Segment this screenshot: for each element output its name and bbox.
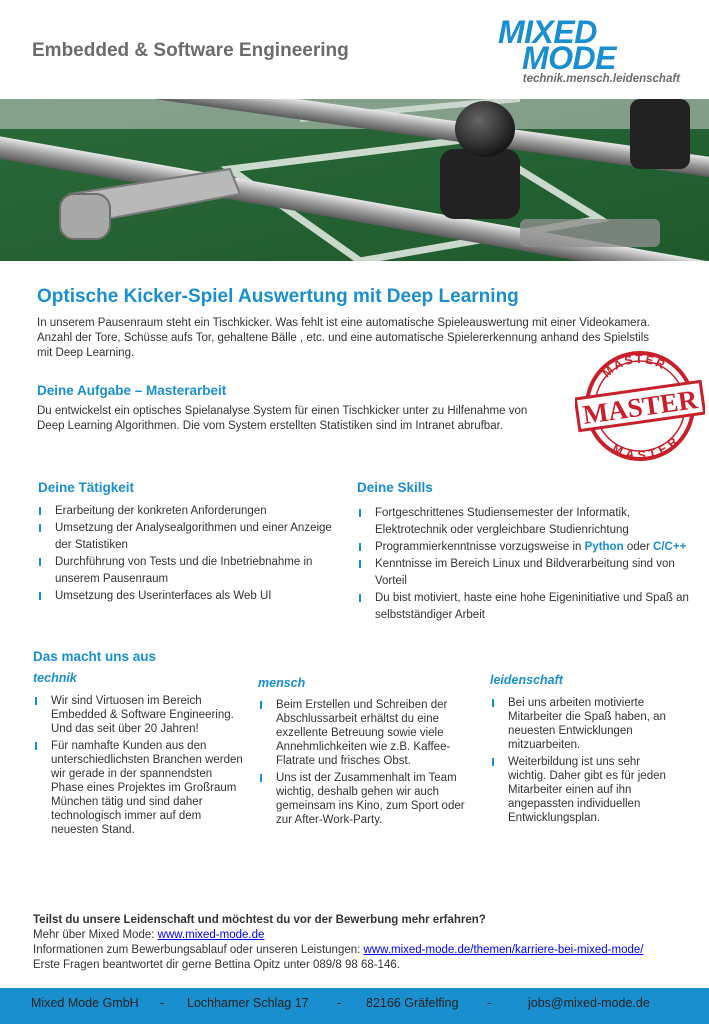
list-item: Kenntnisse im Bereich Linux und Bildverarbeitung sind von Vorteil <box>357 556 702 590</box>
skills-list <box>357 505 702 624</box>
footer-separator: - <box>160 996 165 1010</box>
logo-tagline: technik.mensch.leidenschaft <box>522 73 680 85</box>
intro-line: mit Deep Learning. <box>37 347 135 359</box>
footer-email[interactable]: jobs@mixed-mode.de <box>528 996 650 1010</box>
skill-cpp: C/C++ <box>653 541 687 553</box>
leidenschaft-list <box>490 696 680 828</box>
list-item: Für namhafte Kunden aus den unterschiedlichsten Branchen werden wir gerade in der spannendsten Phase eines Projektes im Großraum München tätig und sind daher technologisch immer auf dem neuesten Stand. <box>33 739 243 837</box>
list-item: Fortgeschrittenes Studiensemester der Informatik, Elektrotechnik oder vergleichbare Studienrichtung <box>357 505 702 539</box>
cta-more: Mehr über Mixed Mode: www.mixed-mode.de <box>33 929 265 941</box>
footer-bar <box>0 988 709 1024</box>
footer-separator: - <box>487 996 492 1010</box>
intro-line: Anzahl der Tore, Schüsse aufs Tor, gehaltene Bälle , etc. und eine automatische Spielererkennung anhand des Spielstils <box>37 332 650 344</box>
footer-separator: - <box>337 996 342 1010</box>
list-item: Weiterbildung ist uns sehr wichtig. Daher gibt es für jeden Mitarbeiter einen auf ihn angepassten individuellen Entwicklungsplan. <box>490 755 680 825</box>
aufgabe-line: Deep Learning Algorithmen. Die vom System erstellten Statistiken sind im Intranet abrufbar. <box>37 420 503 432</box>
master-seal <box>575 350 705 462</box>
logo-word-mixed: MIXED <box>498 14 597 50</box>
taetigkeit-heading: Deine Tätigkeit <box>38 480 135 495</box>
aufgabe-text <box>37 404 557 434</box>
list-item: Bei uns arbeiten motivierte Mitarbeiter die Spaß haben, an neuesten Entwicklungen mitzuarbeiten. <box>490 696 680 752</box>
aus-heading: Das macht uns aus <box>33 649 157 664</box>
list-item: Uns ist der Zusammenhalt im Team wichtig, deshalb gehen wir auch gemeinsam ins Kino, zum Sport oder zur After-Work-Party. <box>258 771 468 827</box>
footer-street: Lochhamer Schlag 17 <box>187 996 309 1010</box>
taetigkeit-list <box>37 503 337 605</box>
cta-contact: Erste Fragen beantwortet dir gerne Bettina Opitz unter 089/8 98 68-146. <box>33 959 400 971</box>
hero-image-table-football <box>0 99 709 261</box>
svg-text:MASTER <box>609 432 684 462</box>
main-title: Optische Kicker-Spiel Auswertung mit Deep Learning <box>37 286 519 307</box>
list-item: Erarbeitung der konkreten Anforderungen <box>37 503 337 520</box>
seal-big-text: MASTER <box>580 384 700 430</box>
list-item: Wir sind Virtuosen im Bereich Embedded & Software Engineering. Und das seit über 20 Jahren! <box>33 694 243 736</box>
seal-arc-bottom: MASTER <box>610 433 682 462</box>
logo-word-mode: MODE <box>522 40 616 76</box>
skills-heading: Deine Skills <box>357 480 433 495</box>
list-item: Beim Erstellen und Schreiben der Abschlussarbeit erhältst du eine exzellente Betreuung sowie viele Annehmlichkeiten wie z.B. Kaffee-Flatrate und frisches Obst. <box>258 698 468 768</box>
seal-arc-top: MASTER <box>599 351 670 381</box>
leidenschaft-heading: leidenschaft <box>490 673 563 687</box>
footer-city: 82166 Gräfelfing <box>366 996 459 1010</box>
mensch-heading: mensch <box>258 676 306 690</box>
list-item: Umsetzung des Userinterfaces als Web UI <box>37 588 337 605</box>
technik-heading: technik <box>33 671 77 685</box>
contact-info <box>33 913 683 973</box>
technik-list <box>33 694 243 840</box>
skill-python: Python <box>584 541 624 553</box>
mixed-mode-logo <box>496 14 686 92</box>
footer-company: Mixed Mode GmbH <box>31 996 139 1010</box>
mensch-list <box>258 698 468 830</box>
cta-question: Teilst du unsere Leidenschaft und möchtest du vor der Bewerbung mehr erfahren? <box>33 914 486 926</box>
list-item: Umsetzung der Analysealgorithmen und einer Anzeige der Statistiken <box>37 520 337 554</box>
intro-line: In unserem Pausenraum steht ein Tischkicker. Was fehlt ist eine automatische Spieleauswertung mit einer Videokamera. <box>37 317 650 329</box>
list-item: Durchführung von Tests und die Inbetriebnahme in unserem Pausenraum <box>37 554 337 588</box>
aufgabe-heading: Deine Aufgabe – Masterarbeit <box>37 383 227 398</box>
aufgabe-line: Du entwickelst ein optisches Spielanalyse System für einen Tischkicker unter zu Hilfenahme von <box>37 405 528 417</box>
page-header-title: Embedded & Software Engineering <box>32 40 349 61</box>
list-item: Programmierkenntnisse vorzugsweise in Python oder C/C++ <box>357 539 702 556</box>
list-item: Du bist motiviert, haste eine hohe Eigeninitiative und Spaß an selbstständiger Arbeit <box>357 590 702 624</box>
website-link[interactable]: www.mixed-mode.de <box>157 929 265 941</box>
career-page-link[interactable]: www.mixed-mode.de/themen/karriere-bei-mixed-mode/ <box>363 944 644 956</box>
cta-info: Informationen zum Bewerbungsablauf oder unseren Leistungen: www.mixed-mode.de/themen/karriere-bei-mixed-mode/ <box>33 944 644 956</box>
